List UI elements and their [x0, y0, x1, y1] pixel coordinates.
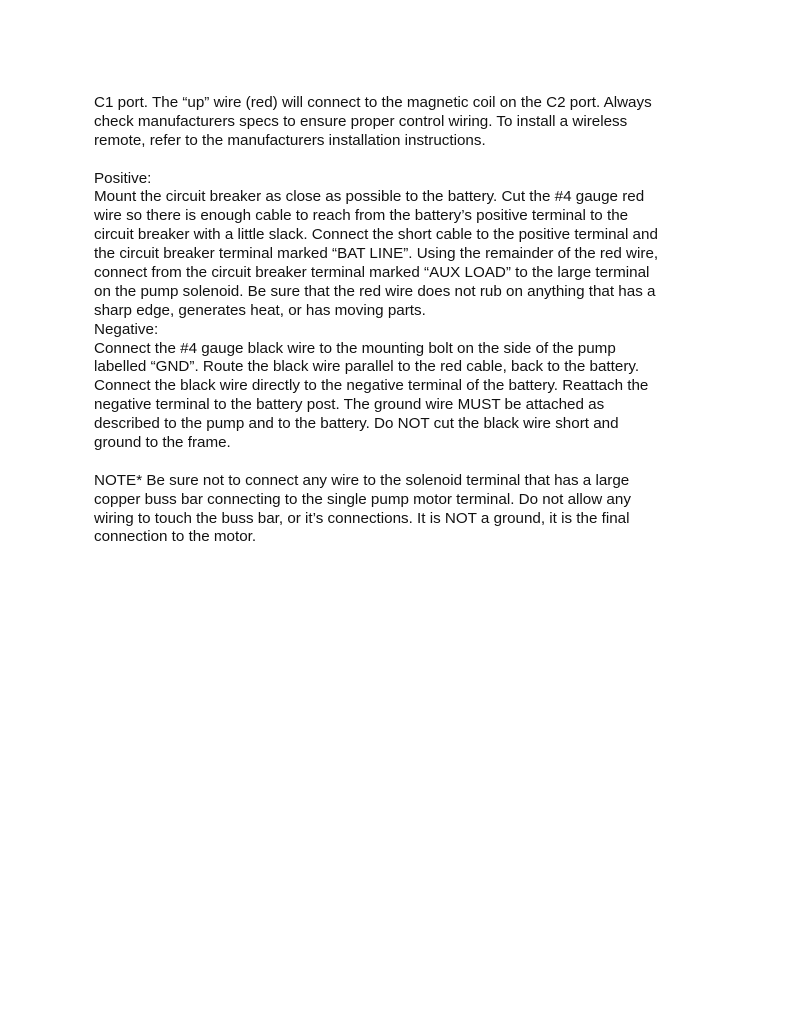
intro-paragraph — [94, 94, 734, 151]
paragraph-line: negative terminal to the battery post. The ground wire MUST be attached as — [94, 396, 605, 414]
positive-heading: Positive: — [94, 169, 152, 187]
negative-heading: Negative: — [94, 320, 159, 338]
negative-paragraph — [94, 340, 734, 453]
note-paragraph — [94, 472, 734, 548]
positive-paragraph — [94, 188, 734, 320]
paragraph-line: sharp edge, generates heat, or has moving parts. — [94, 301, 426, 319]
paragraph-line: remote, refer to the manufacturers installation instructions. — [94, 131, 486, 149]
paragraph-line: on the pump solenoid. Be sure that the red wire does not rub on anything that has a — [94, 282, 656, 300]
paragraph-line: check manufacturers specs to ensure proper control wiring. To install a wireless — [94, 112, 628, 130]
paragraph-line: the circuit breaker terminal marked “BAT LINE”. Using the remainder of the red wire, — [94, 245, 659, 263]
paragraph-line: circuit breaker with a little slack. Connect the short cable to the positive terminal and — [94, 226, 658, 244]
paragraph-spacer — [94, 151, 734, 170]
paragraph-line: Connect the #4 gauge black wire to the mounting bolt on the side of the pump — [94, 339, 616, 357]
paragraph-line: connect from the circuit breaker terminal marked “AUX LOAD” to the large terminal — [94, 264, 650, 282]
paragraph-line: C1 port. The “up” wire (red) will connect to the magnetic coil on the C2 port. Always — [94, 94, 652, 111]
paragraph-line: NOTE* Be sure not to connect any wire to the solenoid terminal that has a large — [94, 471, 630, 489]
paragraph-line: connection to the motor. — [94, 528, 257, 546]
paragraph-line: described to the pump and to the battery. Do NOT cut the black wire short and — [94, 415, 619, 433]
paragraph-line: wire so there is enough cable to reach from the battery’s positive terminal to the — [94, 207, 629, 225]
paragraph-line: Mount the circuit breaker as close as possible to the battery. Cut the #4 gauge red — [94, 188, 645, 206]
paragraph-line: wiring to touch the buss bar, or it’s connections. It is NOT a ground, it is the final — [94, 509, 630, 527]
paragraph-line: copper buss bar connecting to the single pump motor terminal. Do not allow any — [94, 490, 631, 508]
paragraph-line: Connect the black wire directly to the negative terminal of the battery. Reattach the — [94, 377, 649, 395]
paragraph-spacer — [94, 453, 734, 472]
paragraph-line: labelled “GND”. Route the black wire parallel to the red cable, back to the battery. — [94, 358, 640, 376]
paragraph-line: ground to the frame. — [94, 434, 231, 452]
document-body — [94, 94, 734, 547]
